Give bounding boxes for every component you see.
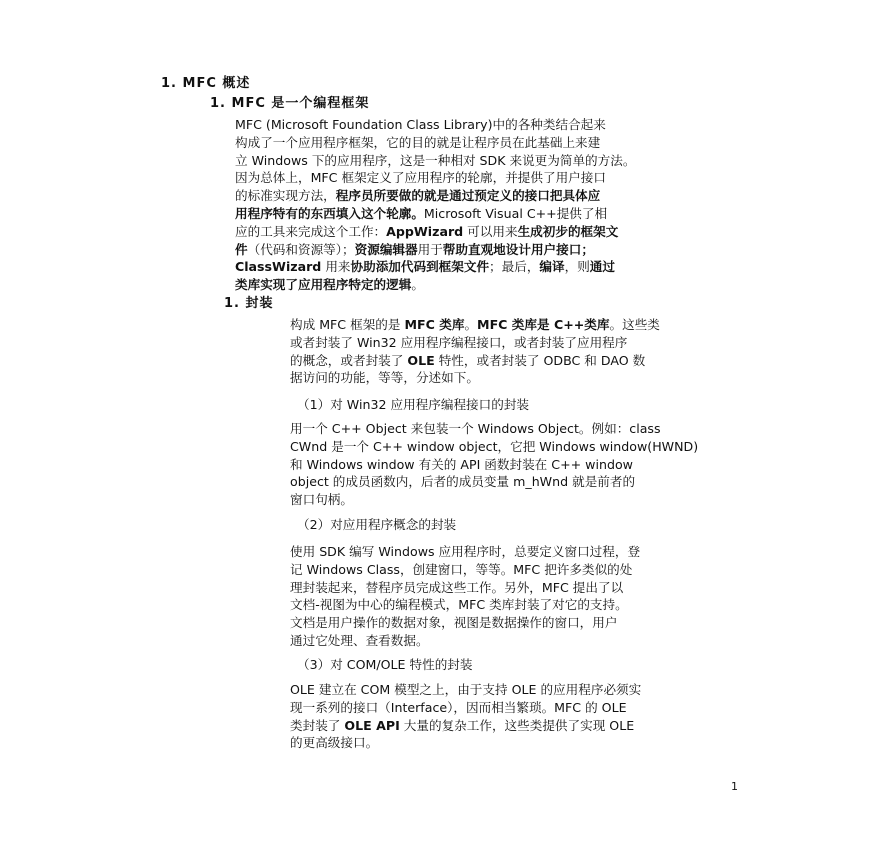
text-line <box>235 134 635 152</box>
text-line <box>290 438 698 456</box>
text-line <box>235 276 635 294</box>
text-run: 的概念，或者封装了 <box>290 352 408 368</box>
heading-1: 1. MFC 概述 <box>161 76 251 91</box>
text-run: 应的工具来完成这个工作： <box>235 223 387 239</box>
encapsulation-paragraph <box>290 316 660 387</box>
text-run: CWnd 是一个 C++ window object，它把 Windows window(HWND) <box>290 438 699 454</box>
text-line <box>290 632 640 650</box>
text-run: 大量的复杂工作，这些类提供了实现 OLE <box>399 717 635 733</box>
text-line <box>235 205 635 223</box>
text-run: 。这些类 <box>609 317 660 332</box>
bold-text-run: 通过 <box>589 259 615 275</box>
text-run: 的标准实现方法， <box>235 188 336 204</box>
bold-text-run: 协助添加代码到框架文件 <box>350 259 490 275</box>
bold-text-run: 帮助直观地设计用户接口； <box>442 241 594 257</box>
text-line <box>290 681 641 699</box>
text-run: 特性，或者封装了 ODBC 和 DAO 数 <box>434 352 646 368</box>
text-run: 使用 SDK 编写 Windows 应用程序时，总要定义窗口过程，登 <box>290 544 641 559</box>
subsection-2-title: （2）对应用程序概念的封装 <box>297 517 457 532</box>
text-line <box>290 734 641 752</box>
heading-3: 1. 封装 <box>224 296 274 311</box>
bold-text-run: 生成初步的框架文 <box>517 223 619 239</box>
bold-text-run: MFC 类库 <box>404 317 465 332</box>
text-line <box>235 169 635 187</box>
text-run: 类封装了 <box>290 717 345 733</box>
heading-2: 1. MFC 是一个编程框架 <box>210 96 370 111</box>
text-line <box>290 316 660 334</box>
text-run: 用来 <box>321 259 351 275</box>
text-line <box>290 420 698 438</box>
text-run: （代码和资源等）； <box>247 241 355 257</box>
bold-text-run: ClassWizard <box>235 259 322 275</box>
text-run: 可以用来 <box>463 223 518 239</box>
text-line <box>235 116 635 134</box>
text-line <box>235 152 635 170</box>
text-line <box>290 334 660 352</box>
text-run: 。 <box>411 277 424 293</box>
text-line <box>290 352 660 370</box>
bold-text-run: 程序员所要做的就是通过预定义的接口把具体应 <box>335 188 601 204</box>
text-line <box>290 369 660 387</box>
text-run: 文档是用户操作的数据对象，视图是数据操作的窗口，用户 <box>290 615 618 631</box>
text-line <box>290 596 640 614</box>
page-number: 1 <box>731 780 738 793</box>
text-line <box>290 717 641 735</box>
text-run: 因为总体上，MFC 框架定义了应用程序的轮廓，并提供了用户接口 <box>235 170 606 186</box>
text-run: 的更高级接口。 <box>290 735 379 751</box>
text-run: 现一系列的接口（Interface），因而相当繁琐。MFC 的 OLE <box>290 699 627 715</box>
intro-paragraph <box>235 116 635 294</box>
bold-text-run: 用程序特有的东西填入这个轮廓。 <box>235 205 424 221</box>
text-run: 用一个 C++ Object 来包装一个 Windows Object。例如：class <box>290 421 661 436</box>
bold-text-run: 件 <box>235 241 248 257</box>
bold-text-run: 资源编辑器 <box>354 241 418 257</box>
bold-text-run: 类库实现了应用程序特定的逻辑 <box>235 277 412 293</box>
text-line <box>235 241 635 259</box>
text-run: object 的成员函数内，后者的成员变量 m_hWnd 就是前者的 <box>290 474 636 490</box>
text-line <box>290 699 641 717</box>
text-run: 用于 <box>417 241 443 257</box>
text-run: 。 <box>464 317 478 332</box>
text-line <box>290 491 698 509</box>
text-run: 窗口句柄。 <box>290 492 353 508</box>
text-run: OLE 建立在 COM 模型之上，由于支持 OLE 的应用程序必须实 <box>290 682 642 697</box>
text-run: 立 Windows 下的应用程序，这是一种相对 SDK 来说更为简单的方法。 <box>235 152 636 168</box>
subsection-3-title: （3）对 COM/OLE 特性的封装 <box>297 657 473 672</box>
bold-text-run: 编译 <box>539 259 565 275</box>
text-run: MFC (Microsoft Foundation Class Library)中的各种类结合起来 <box>235 117 606 132</box>
bold-text-run: OLE API <box>344 717 400 733</box>
text-run: 或者封装了 Win32 应用程序编程接口，或者封装了应用程序 <box>290 334 628 350</box>
text-line <box>290 543 640 561</box>
text-line <box>290 561 640 579</box>
text-line <box>290 473 698 491</box>
text-line <box>235 187 635 205</box>
bold-text-run: OLE <box>407 352 435 368</box>
subsection-2-paragraph <box>290 543 640 650</box>
text-run: 文档-视图为中心的编程模式，MFC 类库封装了对它的支持。 <box>290 597 628 613</box>
text-run: ，则 <box>564 259 590 275</box>
text-run: 据访问的功能，等等，分述如下。 <box>290 370 479 386</box>
text-run: 构成了一个应用程序框架，它的目的就是让程序员在此基础上来建 <box>235 134 601 150</box>
text-run: 构成 MFC 框架的是 <box>290 317 405 332</box>
text-run: ；最后， <box>489 259 540 275</box>
subsection-1-title: （1）对 Win32 应用程序编程接口的封装 <box>297 397 530 412</box>
text-run: Microsoft Visual C++提供了相 <box>423 205 608 221</box>
text-run: 通过它处理、查看数据。 <box>290 632 429 648</box>
subsection-3-paragraph <box>290 681 641 752</box>
text-line <box>290 614 640 632</box>
text-run: 理封装起来，替程序员完成这些工作。另外，MFC 提出了以 <box>290 579 624 595</box>
text-run: 和 Windows window 有关的 API 函数封装在 C++ window <box>290 456 633 472</box>
text-line <box>235 258 635 276</box>
bold-text-run: AppWizard <box>386 223 464 239</box>
text-run: 记 Windows Class，创建窗口，等等。MFC 把许多类似的处 <box>290 561 633 577</box>
text-line <box>235 223 635 241</box>
subsection-1-paragraph <box>290 420 698 509</box>
text-line <box>290 456 698 474</box>
bold-text-run: MFC 类库是 C++类库 <box>477 317 610 332</box>
text-line <box>290 579 640 597</box>
